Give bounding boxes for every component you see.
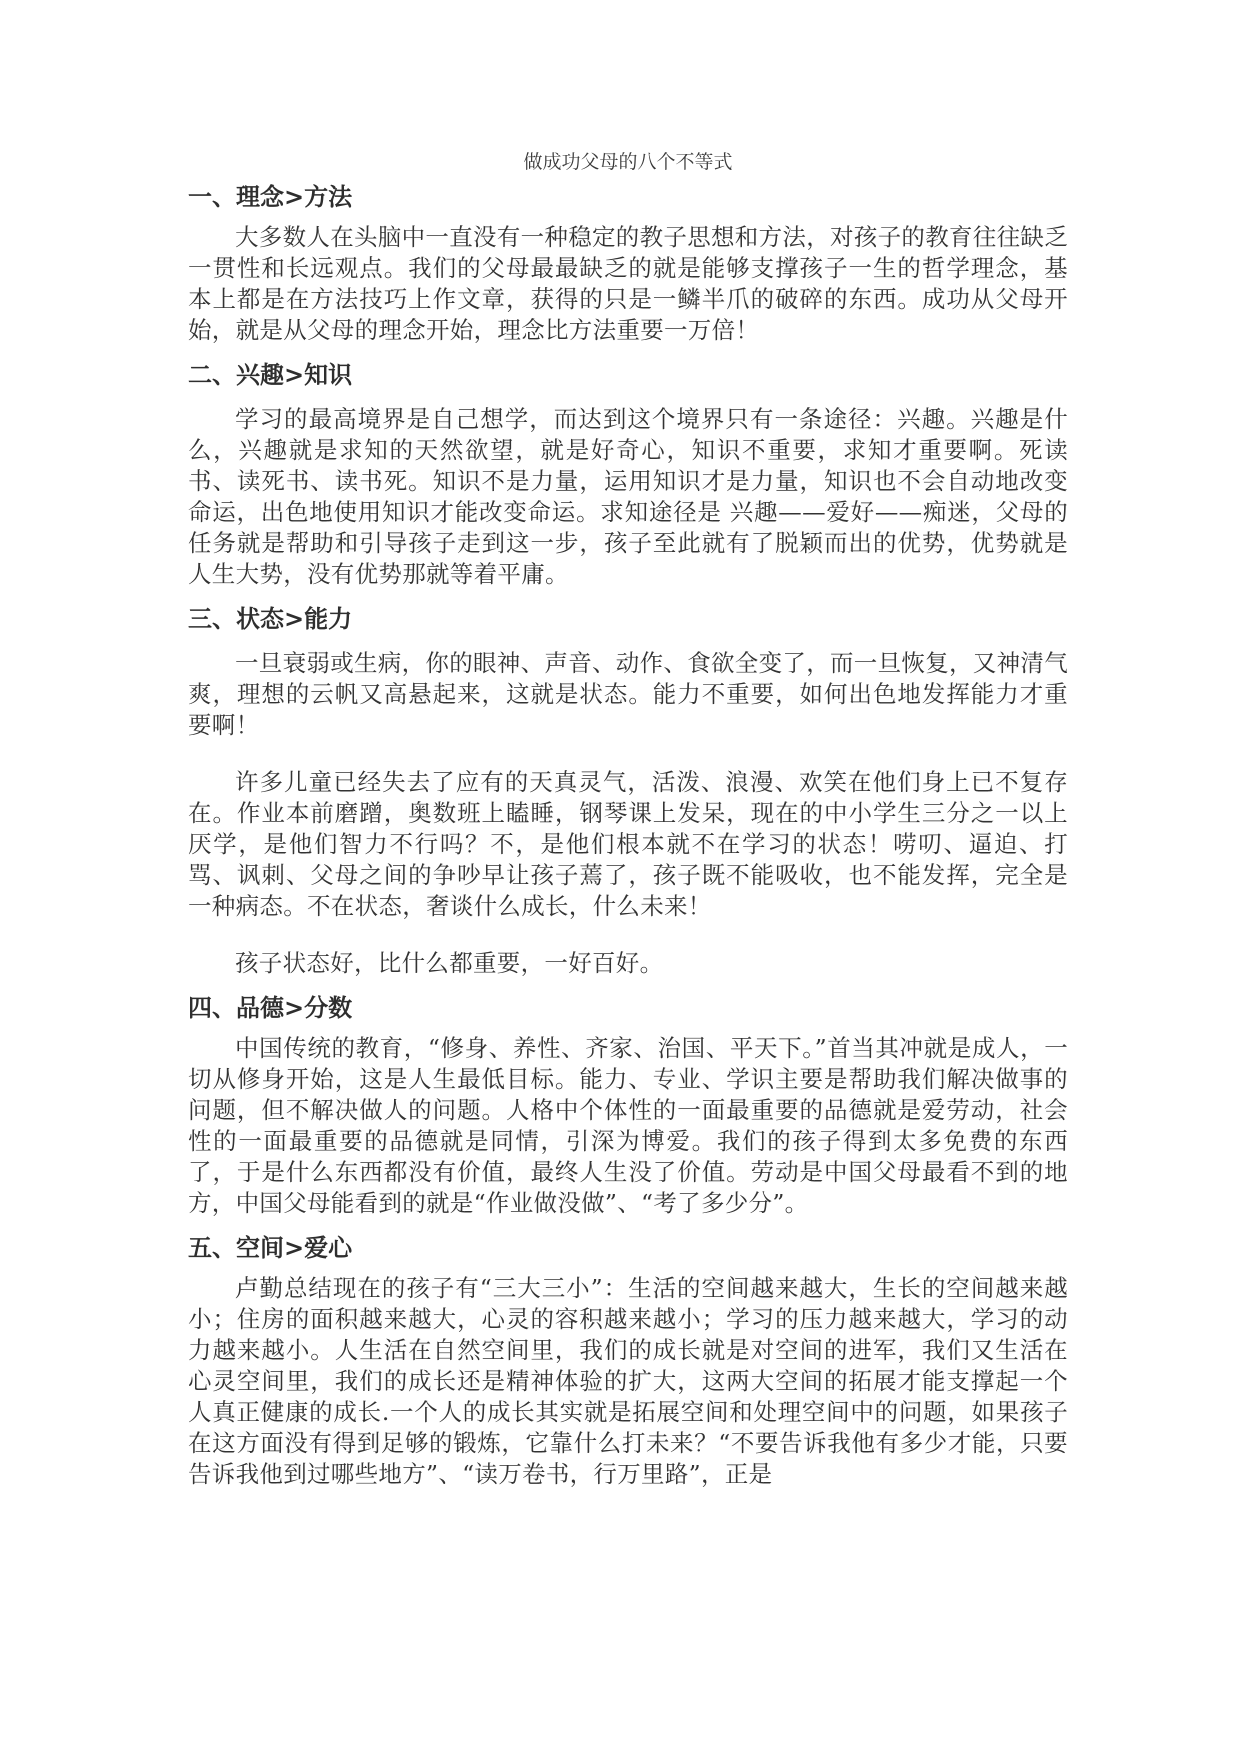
section-heading-5: 五、空间>爱心 bbox=[188, 1234, 353, 1262]
section-heading-3: 三、状态>能力 bbox=[188, 605, 353, 633]
section-heading-4: 四、品德>分数 bbox=[188, 994, 353, 1022]
section-3-paragraph-3: 孩子状态好，比什么都重要，一好百好。 bbox=[235, 949, 664, 977]
section-heading-1: 一、理念>方法 bbox=[188, 183, 353, 211]
section-2-paragraph-1: 学习的最高境界是自己想学，而达到这个境界只有一条途径：兴趣。兴趣是什么，兴趣就是求知的天然欲望，就是好奇心，知识不重要，求知才重要啊。死读书、读死书、读书死。知识不是力量，运用知识才是力量，知识也不会自动地改变命运，出色地使用知识才能改变命运。求知途径是 兴趣——爱好——痴迷，父母的任务就是帮助和引导孩子走到这一步，孩子至此就有了脱颖而出的优势，优势就是人生大势，没有优势那就等着平庸。 bbox=[188, 405, 1068, 588]
section-3-paragraph-1: 一旦衰弱或生病，你的眼神、声音、动作、食欲全变了，而一旦恢复，又神清气爽，理想的云帆又高悬起来，这就是状态。能力不重要，如何出色地发挥能力才重要啊！ bbox=[188, 649, 1068, 739]
section-4-paragraph-1: 中国传统的教育，“修身、养性、齐家、治国、平天下。”首当其冲就是成人，一切从修身开始，这是人生最低目标。能力、专业、学识主要是帮助我们解决做事的问题，但不解决做人的问题。人格中个体性的一面最重要的品德就是爱劳动，社会性的一面最重要的品德就是同情，引深为博爱。我们的孩子得到太多免费的东西了，于是什么东西都没有价值，最终人生没了价值。劳动是中国父母最看不到的地方，中国父母能看到的就是“作业做没做”、“考了多少分”。 bbox=[188, 1034, 1068, 1217]
document-page bbox=[188, 150, 1068, 1490]
document-title: 做成功父母的八个不等式 bbox=[523, 151, 733, 173]
section-5-paragraph-1: 卢勤总结现在的孩子有“三大三小”：生活的空间越来越大，生长的空间越来越小；住房的面积越来越大，心灵的容积越来越小；学习的压力越来越大，学习的动力越来越小。人生活在自然空间里，我们的成长就是对空间的进军，我们又生活在心灵空间里，我们的成长还是精神体验的扩大，这两大空间的拓展才能支撑起一个人真正健康的成长.一个人的成长其实就是拓展空间和处理空间中的问题，如果孩子在这方面没有得到足够的锻炼，它靠什么打未来？“不要告诉我他有多少才能，只要告诉我他到过哪些地方”、“读万卷书，行万里路”，正是 bbox=[188, 1274, 1068, 1488]
section-heading-2: 二、兴趣>知识 bbox=[188, 361, 353, 389]
section-1-paragraph-1: 大多数人在头脑中一直没有一种稳定的教子思想和方法，对孩子的教育往往缺乏一贯性和长远观点。我们的父母最最缺乏的就是能够支撑孩子一生的哲学理念，基本上都是在方法技巧上作文章，获得的只是一鳞半爪的破碎的东西。成功从父母开始，就是从父母的理念开始，理念比方法重要一万倍！ bbox=[188, 223, 1068, 344]
section-3-paragraph-2: 许多儿童已经失去了应有的天真灵气，活泼、浪漫、欢笑在他们身上已不复存在。作业本前磨蹭，奥数班上瞌睡，钢琴课上发呆，现在的中小学生三分之一以上厌学，是他们智力不行吗？不，是他们根本就不在学习的状态！唠叨、逼迫、打骂、讽刺、父母之间的争吵早让孩子蔫了，孩子既不能吸收，也不能发挥，完全是一种病态。不在状态，奢谈什么成长，什么未来！ bbox=[188, 768, 1068, 920]
